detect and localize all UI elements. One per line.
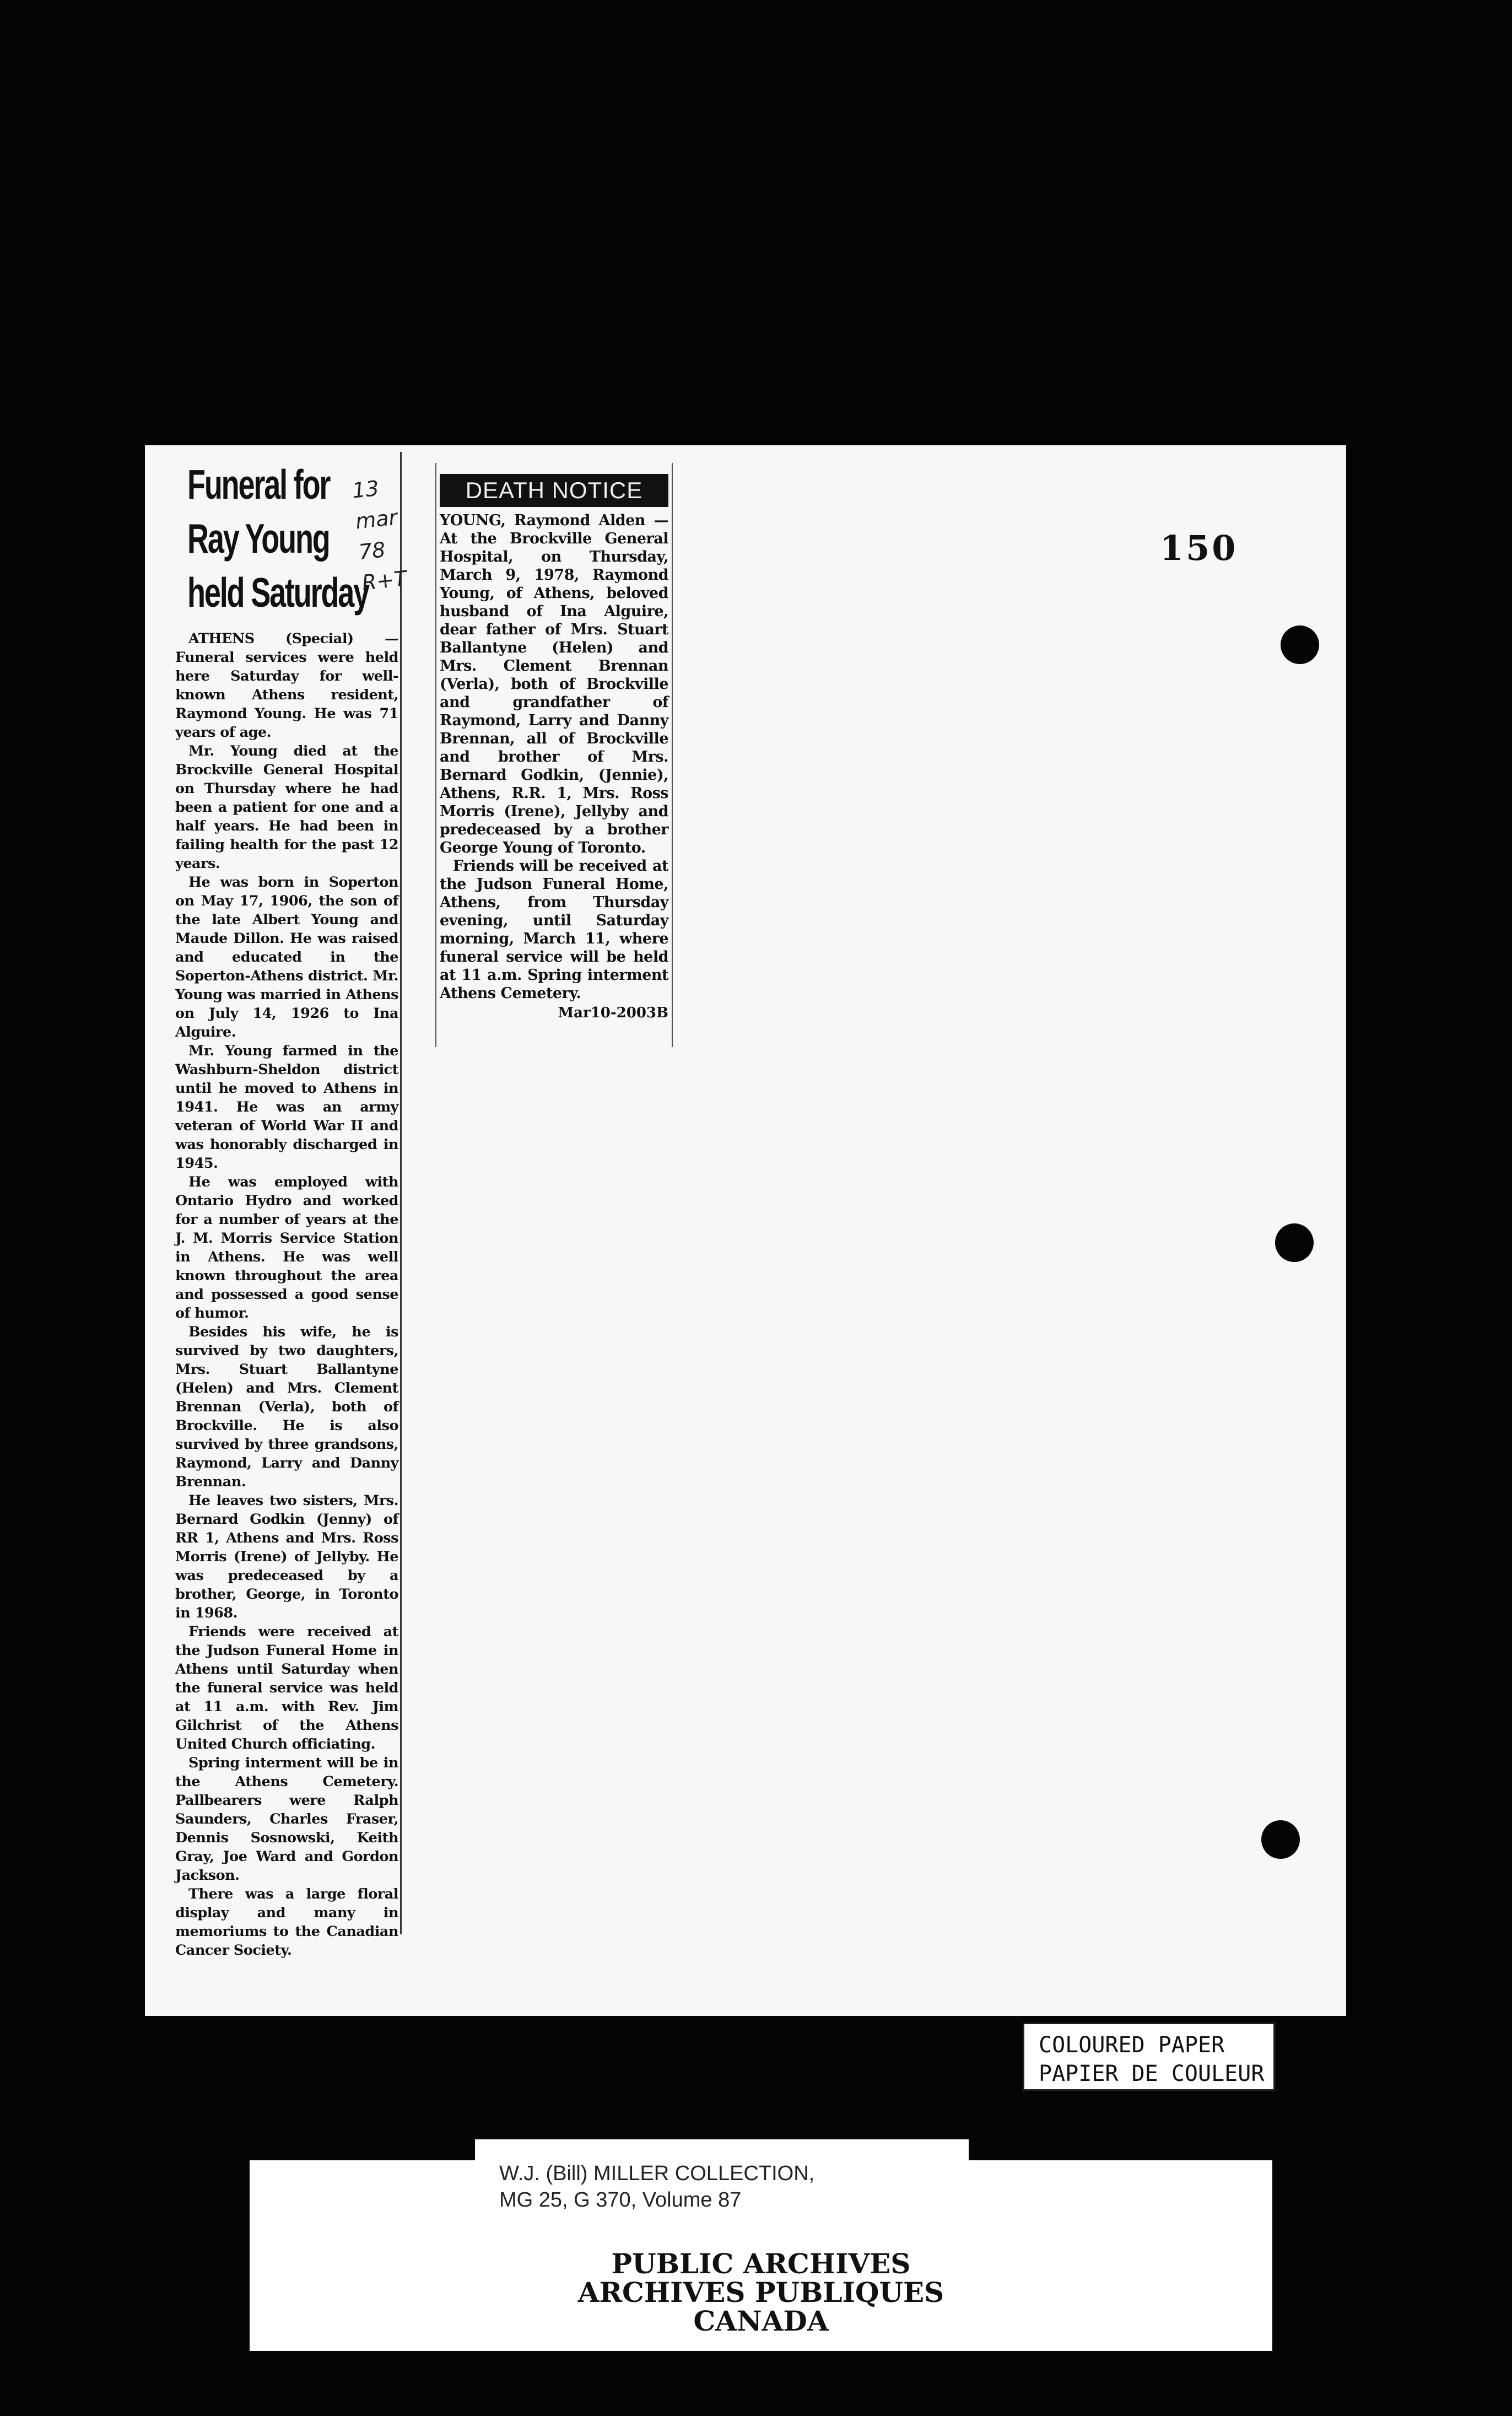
article-paragraph: Besides his wife, he is survived by two daughters, Mrs. Stuart Ballantyne (Helen) and Mrs. Clement Brennan (Verla), both of Brockville. He is also survived by three grandsons, Raymond, Larry and Danny Brennan. [175, 1324, 398, 1490]
article-paragraph: Mr. Young farmed in the Washburn-Sheldon district until he moved to Athens in 1941. He was an army veteran of World War II and was honorably discharged in 1945. [175, 1043, 398, 1172]
article-paragraph: There was a large floral display and many in memoriums to the Canadian Cancer Society. [175, 1886, 398, 1959]
collection-tag [475, 2139, 969, 2236]
headline-line-1: Funeral for [187, 461, 330, 508]
archives-stamp [250, 2247, 1272, 2337]
death-notice-body [440, 511, 668, 1002]
article-body [175, 629, 398, 1960]
death-notice-paragraph: Friends will be received at the Judson Funeral Home, Athens, from Thursday evening, until Saturday morning, March 11, where funeral service will be held at 11 a.m. Spring interment Athens Cemetery. [440, 858, 668, 1002]
collection-name: W.J. (Bill) MILLER COLLECTION, [499, 2162, 815, 2185]
article-paragraph: He leaves two sisters, Mrs. Bernard Godkin (Jenny) of RR 1, Athens and Mrs. Ross Morris (Irene) of Jellyby. He was predeceased by a brother, George, in Toronto in 1968. [175, 1492, 398, 1621]
punch-hole-bottom [1261, 1820, 1300, 1859]
death-notice-banner: DEATH NOTICE [440, 474, 668, 507]
article-paragraph: ATHENS (Special) — Funeral services were held here Saturday for well-known Athens resident, Raymond Young. He was 71 years of age. [175, 630, 398, 741]
page-number: 150 [1160, 528, 1238, 568]
collection-reference: MG 25, G 370, Volume 87 [499, 2188, 742, 2212]
punch-hole-top [1281, 625, 1319, 664]
headline-line-3: held Saturday [187, 569, 369, 616]
archives-line-en: PUBLIC ARCHIVES [611, 2247, 911, 2280]
death-notice-clipping [435, 463, 673, 1047]
article-paragraph: Mr. Young died at the Brockville General Hospital on Thursday where he had been a patient for one and a half years. He had been in failing health for the past 12 years. [175, 743, 398, 872]
archives-line-fr: ARCHIVES PUBLIQUES [577, 2276, 944, 2309]
punch-hole-middle [1275, 1223, 1314, 1262]
headline-line-2: Ray Young [187, 515, 330, 562]
death-notice-paragraph: YOUNG, Raymond Alden — At the Brockville General Hospital, on Thursday, March 9, 1978, Raymond Young, of Athens, beloved husband of Ina Alguire, dear father of Mrs. Stuart Ballantyne (Helen) and Mrs. Clement Brennan (Verla), both of Brockville and grandfather of Raymond, Larry and Danny Brennan, all of Brockville and brother of Mrs. Bernard Godkin, (Jennie), Athens, R.R. 1, Mrs. Ross Morris (Irene), Jellyby and predeceased by a brother George Young of Toronto. [440, 512, 668, 856]
article-paragraph: Spring interment will be in the Athens Cemetery. Pallbearers were Ralph Saunders, Charles Fraser, Dennis Sosnowski, Keith Gray, Joe Ward and Gordon Jackson. [175, 1755, 398, 1884]
handwritten-date-note: 13 mar 78 R+T [351, 476, 408, 595]
article-paragraph: He was employed with Ontario Hydro and worked for a number of years at the J. M. Morris Service Station in Athens. He was well known throughout the area and possessed a good sense of humor. [175, 1174, 398, 1322]
archives-line-country: CANADA [693, 2305, 829, 2337]
death-notice-code: Mar10-2003B [558, 1005, 668, 1021]
article-paragraph: He was born in Soperton on May 17, 1906, the son of the late Albert Young and Maude Dillon. He was raised and educated in the Soperton-Athens district. Mr. Young was married in Athens on July 14, 1926 to Ina Alguire. [175, 874, 398, 1040]
coloured-paper-line-en: COLOURED PAPER [1039, 2032, 1225, 2058]
coloured-paper-tag [1023, 2023, 1275, 2091]
funeral-article-clipping [175, 452, 402, 1959]
article-paragraph: Friends were received at the Judson Funeral Home in Athens until Saturday when the funeral service was held at 11 a.m. with Rev. Jim Gilchrist of the Athens United Church officiating. [175, 1624, 398, 1752]
coloured-paper-line-fr: PAPIER DE COULEUR [1039, 2061, 1265, 2086]
